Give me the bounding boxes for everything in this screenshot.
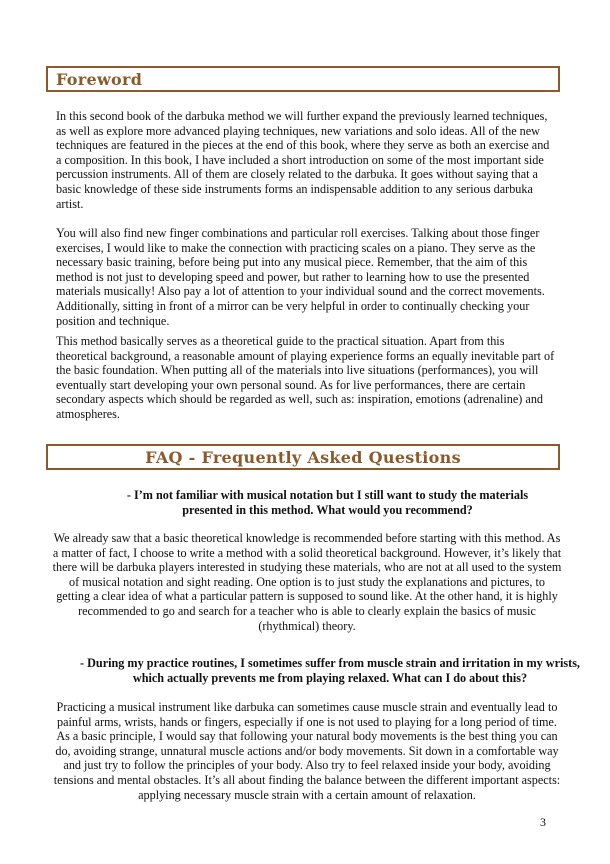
- foreword-paragraph-2: You will also find new finger combinations and particular roll exercises. Talking about those finger exercises, I would like to make the connection with practicing scales on a piano. They serve as the necessary basic training, before being put into any musical piece. Remember, that the aim of this method is not just to developing speed and power, but rather to learning how to use the presented materials musically! Also pay a lot of attention to your individual sound and the correct movements. Additionally, sitting in front of a mirror can be very helpful in order to continually checking your position and technique.: [56, 226, 545, 328]
- faq-question-2: - During my practice routines, I sometimes suffer from muscle strain and irritation in my wrists, which actually prevents me from playing relaxed. What can I do about this?: [80, 656, 580, 685]
- faq-question-1: - I’m not familiar with musical notation but I still want to study the materials presented in this method. What would you recommend?: [126, 488, 529, 517]
- faq-heading: FAQ - Frequently Asked Questions: [46, 444, 560, 470]
- foreword-paragraph-1: In this second book of the darbuka method we will further expand the previously learned techniques, as well as explore more advanced playing techniques, new variations and solo ideas. All of the new techniques are featured in the pieces at the end of this book, where they serve as both an exercise and a composition. In this book, I have included a short introduction on some of the most important side percussion instruments. All of them are closely related to the darbuka. It goes without saying that a basic knowledge of these side instruments forms an indispensable addition to any serious darbuka artist.: [56, 109, 550, 211]
- foreword-paragraph-3: This method basically serves as a theoretical guide to the practical situation. Apart from this theoretical background, a reasonable amount of playing experience forms an equally inevitable part of the basic foundation. When putting all of the materials into live situations (performances), you will eventually start developing your own personal sound. As for live performances, there are certain secondary aspects which should be regarded as well, such as: inspiration, emotions (adrenaline) and atmospheres.: [56, 334, 555, 421]
- faq-answer-2: Practicing a musical instrument like darbuka can sometimes cause muscle strain and eventually lead to painful arms, wrists, hands or fingers, especially if one is not used to playing for a long period of time. As a basic principle, I would say that following your natural body movements is the best thing you can do, avoiding strange, unnatural muscle actions and/or body movements. Sit down in a comfortable way and just try to follow the principles of your body. Also try to feel relaxed inside your body, avoiding tensions and mental obstacles. It’s all about finding the balance between the different important aspects: applying necessary muscle strain with a certain amount of relaxation.: [53, 700, 561, 802]
- page-number: 3: [540, 815, 546, 829]
- foreword-heading: Foreword: [46, 66, 560, 92]
- faq-answer-1: We already saw that a basic theoretical knowledge is recommended before starting with this method. As a matter of fact, I choose to write a method with a solid theoretical background. However, it’s likely that there will be darbuka players interested in studying these materials, who are not at all used to the system of musical notation and sight reading. One option is to just study the explanations and pictures, to getting a clear idea of what a particular pattern is supposed to sound like. At the other hand, it is highly recommended to go and search for a teacher who is able to clearly explain the basics of music (rhythmical) theory.: [52, 531, 562, 633]
